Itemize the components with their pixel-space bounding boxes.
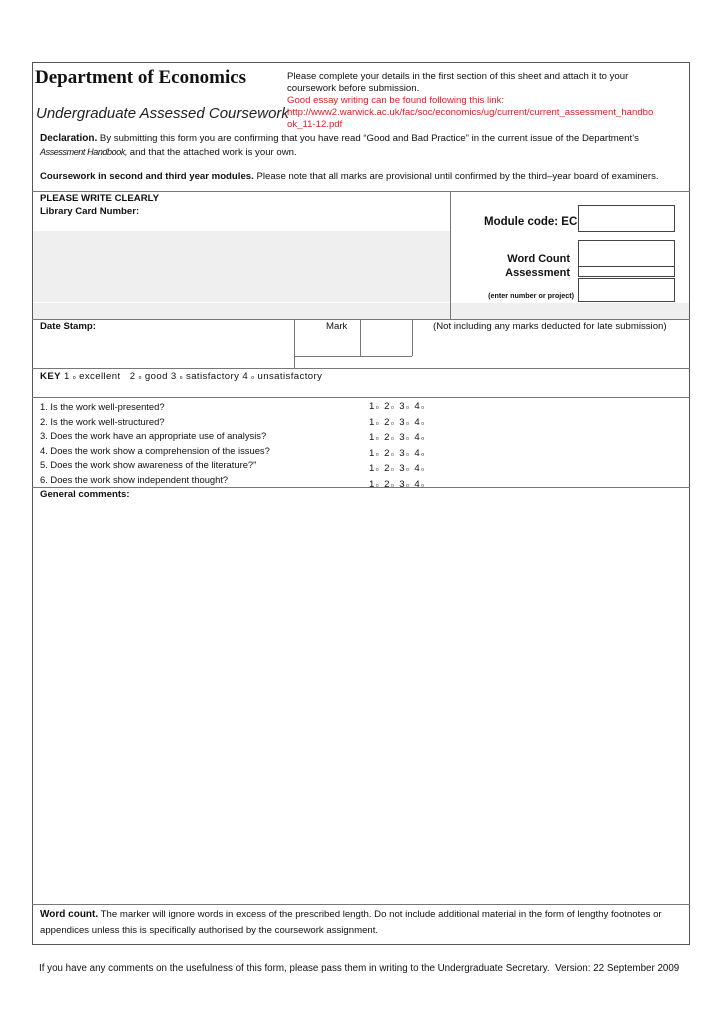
declaration-text-end: and that the attached work is your own. xyxy=(129,147,297,158)
footer-note xyxy=(39,963,679,975)
library-card-field[interactable] xyxy=(34,218,448,230)
provisional-label: Coursework in second and third year modules. xyxy=(40,171,254,182)
declaration-line2 xyxy=(40,146,297,159)
divider xyxy=(32,904,690,905)
mark-divider xyxy=(360,319,361,356)
department-title: Department of Economics xyxy=(35,67,247,88)
enter-number-hint: (enter number or project) xyxy=(488,291,574,300)
word-count-field[interactable] xyxy=(578,240,675,267)
essay-link-url-cont[interactable]: ok_11-12.pdf xyxy=(287,119,343,130)
general-comments-area[interactable] xyxy=(34,503,688,901)
rating-scale-row[interactable]: 1o 2o 3o 4o xyxy=(369,447,425,459)
general-comments-label: General comments: xyxy=(40,489,130,500)
key-text: good xyxy=(144,371,168,382)
divider xyxy=(32,319,690,320)
mark-box-divider xyxy=(412,319,413,356)
mark-box-bottom xyxy=(294,356,412,357)
divider xyxy=(32,397,690,398)
key-item-4: 4 o unsatisfactory xyxy=(242,371,323,382)
assessment-field[interactable] xyxy=(578,278,675,302)
rating-scale-row[interactable]: 1o 2o 3o 4o xyxy=(369,432,425,443)
question-item: 1. Is the work well-presented? xyxy=(40,401,165,412)
word-count-label-line1: Word Count xyxy=(507,253,570,265)
rating-scale-row[interactable]: 1o 2o 3o 4o xyxy=(369,463,425,474)
version-text: Version: 22 September 2009 xyxy=(555,963,680,974)
declaration xyxy=(40,133,680,145)
key-label: KEY xyxy=(40,371,61,382)
key-text: unsatisfactory xyxy=(257,371,323,382)
key-legend xyxy=(40,371,322,382)
word-count-label-line2: Assessment xyxy=(505,267,570,279)
question-item: 4. Does the work show a comprehension of the issues? xyxy=(40,444,270,456)
word-count-label: Word count. xyxy=(40,909,99,920)
word-count-field-lower xyxy=(578,267,675,277)
provisional-note xyxy=(40,171,685,183)
date-stamp-label: Date Stamp: xyxy=(40,321,96,332)
key-text: satisfactory xyxy=(186,371,240,382)
declaration-text: By submitting this form you are confirming that you have read “Good and Bad Practice” in the current issue of the Department’s xyxy=(99,133,639,144)
divider xyxy=(32,487,690,488)
question-item: 6. Does the work show independent thought? xyxy=(40,473,229,485)
instructions-text: Please complete your details in the first section of this sheet and attach it to your coursework before submission. xyxy=(287,71,629,94)
form-subtitle: Undergraduate Assessed Coursework xyxy=(36,105,289,122)
key-number: 3 xyxy=(170,371,177,382)
details-shade xyxy=(33,231,450,302)
mark-field[interactable] xyxy=(362,321,410,354)
word-count-text-cont: appendices unless this is specifically authorised by the coursework assignment. xyxy=(40,925,379,936)
footer-text: If you have any comments on the usefulness of this form, please pass them in writing to the Undergraduate Secretary. xyxy=(39,963,550,974)
key-number: 4 xyxy=(242,371,249,382)
rating-scale-row[interactable]: 1o 2o 3o 4o xyxy=(369,401,425,412)
write-clearly: PLEASE WRITE CLEARLY xyxy=(40,193,160,204)
date-stamp-divider xyxy=(294,319,295,368)
question-item: 5. Does the work show awareness of the literature?" xyxy=(40,459,257,470)
question-item: 3. Does the work have an appropriate use of analysis? xyxy=(40,430,267,441)
divider xyxy=(32,191,690,192)
mark-label: Mark xyxy=(326,321,348,332)
late-submission-note: (Not including any marks deducted for late submission) xyxy=(433,321,667,332)
word-count-note xyxy=(40,909,688,921)
key-number: 2 xyxy=(129,371,136,382)
word-count-assessment-label xyxy=(450,252,570,280)
word-count-text: The marker will ignore words in excess of the prescribed length. Do not include additional material in the form of lengthy footnotes or xyxy=(100,909,662,920)
rating-scale-row[interactable]: 1o 2o 3o 4o xyxy=(369,478,425,490)
questions-list xyxy=(40,400,270,487)
key-text: excellent xyxy=(79,371,121,382)
key-item-3: 3 o satisfactory xyxy=(170,371,240,382)
handbook-title: Assessment Handbook, xyxy=(40,147,128,157)
library-card-label: Library Card Number: xyxy=(40,206,140,217)
key-item-1: 1 o excellent xyxy=(64,371,121,382)
essay-link-url[interactable]: http://www2.warwick.ac.uk/fac/soc/economics/ug/current/current_assessment_handbo xyxy=(287,107,654,118)
declaration-label: Declaration. xyxy=(40,133,98,144)
details-shade-lower xyxy=(33,303,689,319)
provisional-text: Please note that all marks are provisional until confirmed by the third–year board of examiners. xyxy=(256,171,659,182)
essay-link-label: Good essay writing can be found following this link: xyxy=(287,95,505,106)
key-item-2: 2 o good xyxy=(129,371,168,382)
divider xyxy=(32,368,690,369)
question-item: 2. Is the work well-structured? xyxy=(40,415,165,427)
module-code-label: Module code: EC xyxy=(484,216,578,228)
rating-scales xyxy=(369,400,430,493)
module-code-field[interactable] xyxy=(578,205,675,232)
key-number: 1 xyxy=(64,371,70,382)
rating-scale-row[interactable]: 1o 2o 3o 4o xyxy=(369,416,425,428)
